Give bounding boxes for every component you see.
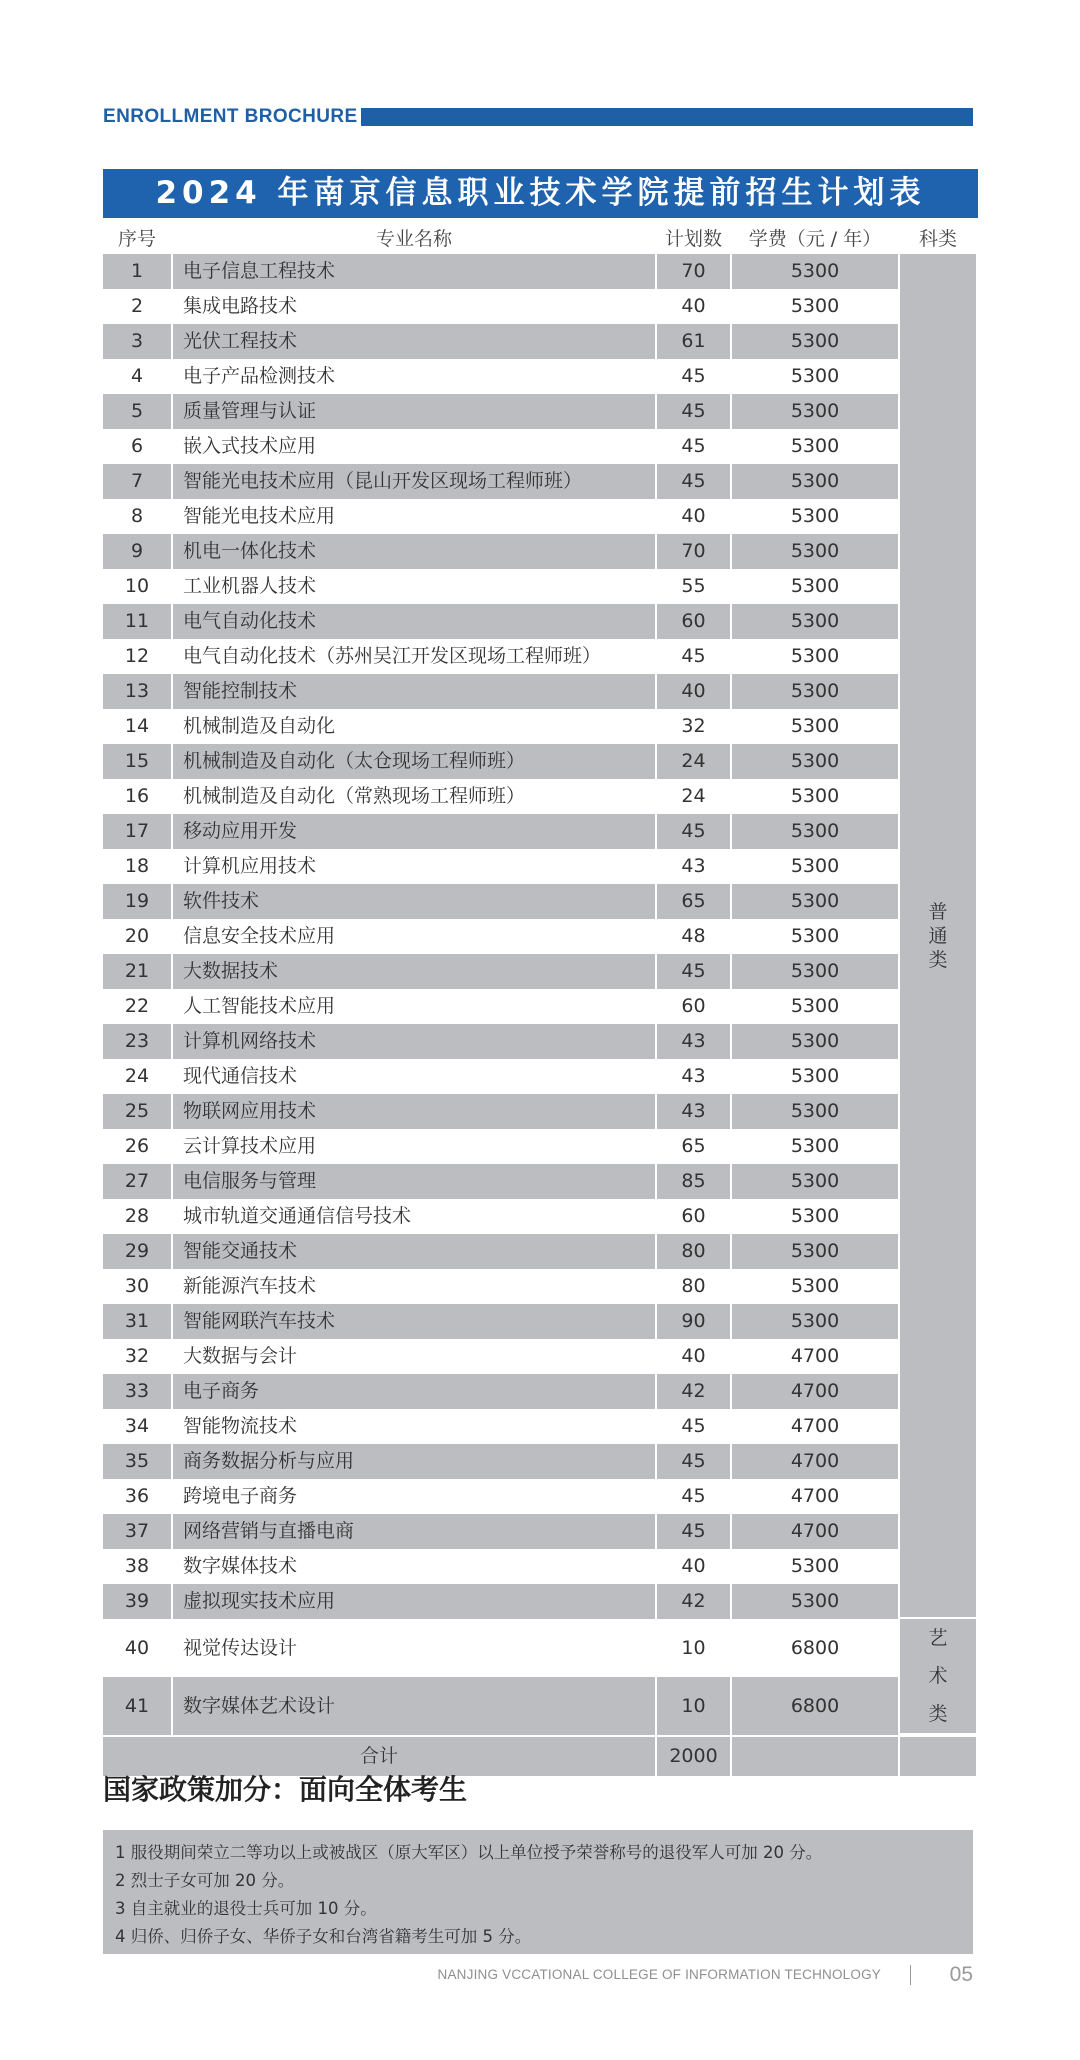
row-plan-count: 45	[657, 464, 730, 499]
row-seq: 15	[103, 744, 171, 779]
row-major: 数字媒体艺术设计	[173, 1677, 655, 1735]
row-major: 智能光电技术应用	[173, 499, 655, 534]
row-seq: 13	[103, 674, 171, 709]
table-row	[103, 1584, 976, 1619]
row-seq: 4	[103, 359, 171, 394]
row-tuition: 5300	[732, 1584, 898, 1619]
row-tuition: 5300	[732, 989, 898, 1024]
row-tuition: 4700	[732, 1444, 898, 1479]
row-seq: 31	[103, 1304, 171, 1339]
row-plan-count: 45	[657, 1479, 730, 1514]
table-row	[103, 1269, 976, 1304]
table-body	[103, 254, 976, 1735]
row-seq: 2	[103, 289, 171, 324]
row-plan-count: 70	[657, 254, 730, 289]
row-seq: 40	[103, 1619, 171, 1677]
row-plan-count: 24	[657, 744, 730, 779]
row-tuition: 5300	[732, 1129, 898, 1164]
college-name: NANJING VCCATIONAL COLLEGE OF INFORMATION TECHNOLOGY	[437, 1967, 881, 1982]
row-tuition: 5300	[732, 744, 898, 779]
table-row	[103, 534, 976, 569]
row-major: 集成电路技术	[173, 289, 655, 324]
row-tuition: 5300	[732, 534, 898, 569]
table-row	[103, 1514, 976, 1549]
header-tuition: 学费（元 / 年）	[748, 227, 882, 250]
row-seq: 30	[103, 1269, 171, 1304]
table-row	[103, 1409, 976, 1444]
header-accent-bar	[361, 108, 973, 126]
table-row	[103, 639, 976, 674]
row-plan-count: 60	[657, 604, 730, 639]
table-row	[103, 1677, 976, 1735]
row-tuition: 5300	[732, 429, 898, 464]
row-tuition: 5300	[732, 1199, 898, 1234]
table-header-row	[103, 220, 976, 254]
table-row	[103, 1199, 976, 1234]
row-major: 智能光电技术应用（昆山开发区现场工程师班）	[173, 464, 655, 499]
row-plan-count: 61	[657, 324, 730, 359]
table-row	[103, 569, 976, 604]
row-plan-count: 10	[657, 1677, 730, 1735]
table-row	[103, 324, 976, 359]
row-seq: 11	[103, 604, 171, 639]
row-seq: 16	[103, 779, 171, 814]
row-plan-count: 24	[657, 779, 730, 814]
row-seq: 18	[103, 849, 171, 884]
row-seq: 23	[103, 1024, 171, 1059]
row-seq: 29	[103, 1234, 171, 1269]
row-tuition: 4700	[732, 1374, 898, 1409]
row-plan-count: 45	[657, 1514, 730, 1549]
row-major: 质量管理与认证	[173, 394, 655, 429]
row-plan-count: 90	[657, 1304, 730, 1339]
total-fee-empty	[732, 1735, 898, 1776]
footer-divider	[910, 1965, 911, 1985]
table-row	[103, 989, 976, 1024]
row-tuition: 5300	[732, 1234, 898, 1269]
row-seq: 22	[103, 989, 171, 1024]
row-seq: 6	[103, 429, 171, 464]
row-tuition: 6800	[732, 1619, 898, 1677]
table-row	[103, 849, 976, 884]
row-tuition: 5300	[732, 254, 898, 289]
row-major: 智能网联汽车技术	[173, 1304, 655, 1339]
row-tuition: 5300	[732, 1269, 898, 1304]
row-tuition: 4700	[732, 1339, 898, 1374]
row-major: 跨境电子商务	[173, 1479, 655, 1514]
table-row	[103, 919, 976, 954]
row-plan-count: 40	[657, 289, 730, 324]
row-seq: 3	[103, 324, 171, 359]
row-major: 智能控制技术	[173, 674, 655, 709]
category-label: 艺术类	[928, 1627, 948, 1725]
row-plan-count: 45	[657, 954, 730, 989]
row-tuition: 6800	[732, 1677, 898, 1735]
row-plan-count: 40	[657, 499, 730, 534]
header-category: 科类	[918, 227, 957, 250]
row-seq: 14	[103, 709, 171, 744]
row-major: 网络营销与直播电商	[173, 1514, 655, 1549]
row-seq: 1	[103, 254, 171, 289]
row-seq: 21	[103, 954, 171, 989]
row-seq: 24	[103, 1059, 171, 1094]
policy-item: 3 自主就业的退役士兵可加 10 分。	[115, 1899, 377, 1918]
row-major: 计算机应用技术	[173, 849, 655, 884]
row-major: 电信服务与管理	[173, 1164, 655, 1199]
row-plan-count: 65	[657, 1129, 730, 1164]
row-tuition: 5300	[732, 394, 898, 429]
brochure-label: ENROLLMENT BROCHURE	[103, 106, 358, 127]
row-plan-count: 42	[657, 1584, 730, 1619]
row-plan-count: 45	[657, 639, 730, 674]
row-plan-count: 43	[657, 849, 730, 884]
row-tuition: 5300	[732, 884, 898, 919]
enrollment-plan-table	[101, 220, 978, 1776]
row-seq: 20	[103, 919, 171, 954]
table-row	[103, 1339, 976, 1374]
row-major: 信息安全技术应用	[173, 919, 655, 954]
row-major: 商务数据分析与应用	[173, 1444, 655, 1479]
row-tuition: 5300	[732, 1059, 898, 1094]
row-seq: 32	[103, 1339, 171, 1374]
table-row	[103, 1304, 976, 1339]
row-seq: 12	[103, 639, 171, 674]
row-plan-count: 45	[657, 359, 730, 394]
table-row	[103, 289, 976, 324]
table-row	[103, 1479, 976, 1514]
row-major: 数字媒体技术	[173, 1549, 655, 1584]
row-major: 工业机器人技术	[173, 569, 655, 604]
row-plan-count: 70	[657, 534, 730, 569]
row-seq: 26	[103, 1129, 171, 1164]
row-tuition: 5300	[732, 604, 898, 639]
row-major: 电子商务	[173, 1374, 655, 1409]
row-tuition: 5300	[732, 1549, 898, 1584]
table-row	[103, 674, 976, 709]
category-art	[900, 1619, 976, 1735]
row-major: 软件技术	[173, 884, 655, 919]
table-row	[103, 1549, 976, 1584]
row-plan-count: 43	[657, 1059, 730, 1094]
policy-item: 4 归侨、归侨子女、华侨子女和台湾省籍考生可加 5 分。	[115, 1927, 532, 1946]
page-number: 05	[949, 1963, 973, 1986]
row-tuition: 4700	[732, 1514, 898, 1549]
row-seq: 38	[103, 1549, 171, 1584]
category-label: 普通类	[928, 900, 948, 971]
row-tuition: 5300	[732, 1164, 898, 1199]
row-major: 虚拟现实技术应用	[173, 1584, 655, 1619]
row-major: 城市轨道交通通信信号技术	[173, 1199, 655, 1234]
row-plan-count: 32	[657, 709, 730, 744]
row-plan-count: 10	[657, 1619, 730, 1677]
row-major: 新能源汽车技术	[173, 1269, 655, 1304]
table-row	[103, 254, 976, 289]
table-row	[103, 1164, 976, 1199]
table-row	[103, 744, 976, 779]
header-plan-count: 计划数	[664, 227, 722, 250]
row-plan-count: 85	[657, 1164, 730, 1199]
row-tuition: 5300	[732, 954, 898, 989]
row-tuition: 5300	[732, 324, 898, 359]
row-major: 云计算技术应用	[173, 1129, 655, 1164]
row-plan-count: 42	[657, 1374, 730, 1409]
table-row	[103, 604, 976, 639]
row-seq: 9	[103, 534, 171, 569]
row-seq: 19	[103, 884, 171, 919]
row-seq: 25	[103, 1094, 171, 1129]
row-major: 智能交通技术	[173, 1234, 655, 1269]
row-tuition: 4700	[732, 1409, 898, 1444]
row-seq: 7	[103, 464, 171, 499]
row-plan-count: 45	[657, 394, 730, 429]
row-major: 机械制造及自动化（太仓现场工程师班）	[173, 744, 655, 779]
row-tuition: 5300	[732, 709, 898, 744]
row-plan-count: 65	[657, 884, 730, 919]
table-row	[103, 499, 976, 534]
row-major: 大数据与会计	[173, 1339, 655, 1374]
row-major: 现代通信技术	[173, 1059, 655, 1094]
table-row	[103, 1374, 976, 1409]
header-major: 专业名称	[375, 227, 452, 250]
table-row	[103, 394, 976, 429]
row-plan-count: 80	[657, 1234, 730, 1269]
row-tuition: 5300	[732, 464, 898, 499]
plan-title: 2024 年南京信息职业技术学院提前招生计划表	[103, 169, 978, 218]
category-general	[900, 254, 976, 1619]
row-tuition: 5300	[732, 1304, 898, 1339]
row-plan-count: 40	[657, 674, 730, 709]
table-row	[103, 1094, 976, 1129]
table-row	[103, 814, 976, 849]
table-row	[103, 429, 976, 464]
table-row	[103, 1059, 976, 1094]
row-major: 物联网应用技术	[173, 1094, 655, 1129]
row-seq: 28	[103, 1199, 171, 1234]
row-major: 机电一体化技术	[173, 534, 655, 569]
total-category-empty	[900, 1735, 976, 1776]
policy-list	[103, 1830, 973, 1954]
table-row	[103, 954, 976, 989]
row-major: 人工智能技术应用	[173, 989, 655, 1024]
policy-heading: 国家政策加分：面向全体考生	[103, 1773, 468, 1806]
row-tuition: 5300	[732, 779, 898, 814]
table-row	[103, 1234, 976, 1269]
row-major: 大数据技术	[173, 954, 655, 989]
row-plan-count: 48	[657, 919, 730, 954]
row-major: 电气自动化技术（苏州吴江开发区现场工程师班）	[173, 639, 655, 674]
row-seq: 39	[103, 1584, 171, 1619]
row-seq: 36	[103, 1479, 171, 1514]
row-plan-count: 45	[657, 1409, 730, 1444]
row-major: 嵌入式技术应用	[173, 429, 655, 464]
row-tuition: 5300	[732, 1094, 898, 1129]
row-major: 智能物流技术	[173, 1409, 655, 1444]
row-seq: 34	[103, 1409, 171, 1444]
row-plan-count: 60	[657, 1199, 730, 1234]
header-seq: 序号	[117, 227, 156, 250]
row-tuition: 5300	[732, 814, 898, 849]
row-major: 计算机网络技术	[173, 1024, 655, 1059]
table-row	[103, 1619, 976, 1677]
row-tuition: 5300	[732, 359, 898, 394]
row-tuition: 5300	[732, 639, 898, 674]
row-tuition: 5300	[732, 849, 898, 884]
page-footer	[103, 1963, 973, 1993]
row-tuition: 4700	[732, 1479, 898, 1514]
row-plan-count: 43	[657, 1024, 730, 1059]
row-plan-count: 55	[657, 569, 730, 604]
row-major: 电子产品检测技术	[173, 359, 655, 394]
row-major: 视觉传达设计	[173, 1619, 655, 1677]
row-tuition: 5300	[732, 499, 898, 534]
policy-item: 1 服役期间荣立二等功以上或被战区（原大军区）以上单位授予荣誉称号的退役军人可加 20 分。	[115, 1843, 823, 1862]
row-seq: 35	[103, 1444, 171, 1479]
table-row	[103, 884, 976, 919]
row-major: 电气自动化技术	[173, 604, 655, 639]
table-row	[103, 779, 976, 814]
table-row	[103, 464, 976, 499]
table-row	[103, 1024, 976, 1059]
row-plan-count: 45	[657, 814, 730, 849]
row-plan-count: 40	[657, 1549, 730, 1584]
row-seq: 37	[103, 1514, 171, 1549]
policy-item: 2 烈士子女可加 20 分。	[115, 1871, 295, 1890]
row-major: 光伏工程技术	[173, 324, 655, 359]
row-seq: 10	[103, 569, 171, 604]
row-seq: 33	[103, 1374, 171, 1409]
table-row	[103, 359, 976, 394]
table-row	[103, 709, 976, 744]
row-plan-count: 45	[657, 429, 730, 464]
row-plan-count: 80	[657, 1269, 730, 1304]
row-tuition: 5300	[732, 919, 898, 954]
row-tuition: 5300	[732, 1024, 898, 1059]
row-plan-count: 40	[657, 1339, 730, 1374]
row-plan-count: 60	[657, 989, 730, 1024]
row-seq: 5	[103, 394, 171, 429]
row-seq: 17	[103, 814, 171, 849]
row-major: 机械制造及自动化	[173, 709, 655, 744]
total-label: 合计	[103, 1735, 655, 1776]
page-header	[103, 104, 973, 130]
row-seq: 8	[103, 499, 171, 534]
row-major: 移动应用开发	[173, 814, 655, 849]
row-tuition: 5300	[732, 289, 898, 324]
table-row	[103, 1129, 976, 1164]
row-seq: 41	[103, 1677, 171, 1735]
row-tuition: 5300	[732, 569, 898, 604]
row-seq: 27	[103, 1164, 171, 1199]
row-plan-count: 43	[657, 1094, 730, 1129]
row-major: 电子信息工程技术	[173, 254, 655, 289]
table-row	[103, 1444, 976, 1479]
total-count: 2000	[657, 1735, 730, 1776]
row-tuition: 5300	[732, 674, 898, 709]
row-major: 机械制造及自动化（常熟现场工程师班）	[173, 779, 655, 814]
row-plan-count: 45	[657, 1444, 730, 1479]
